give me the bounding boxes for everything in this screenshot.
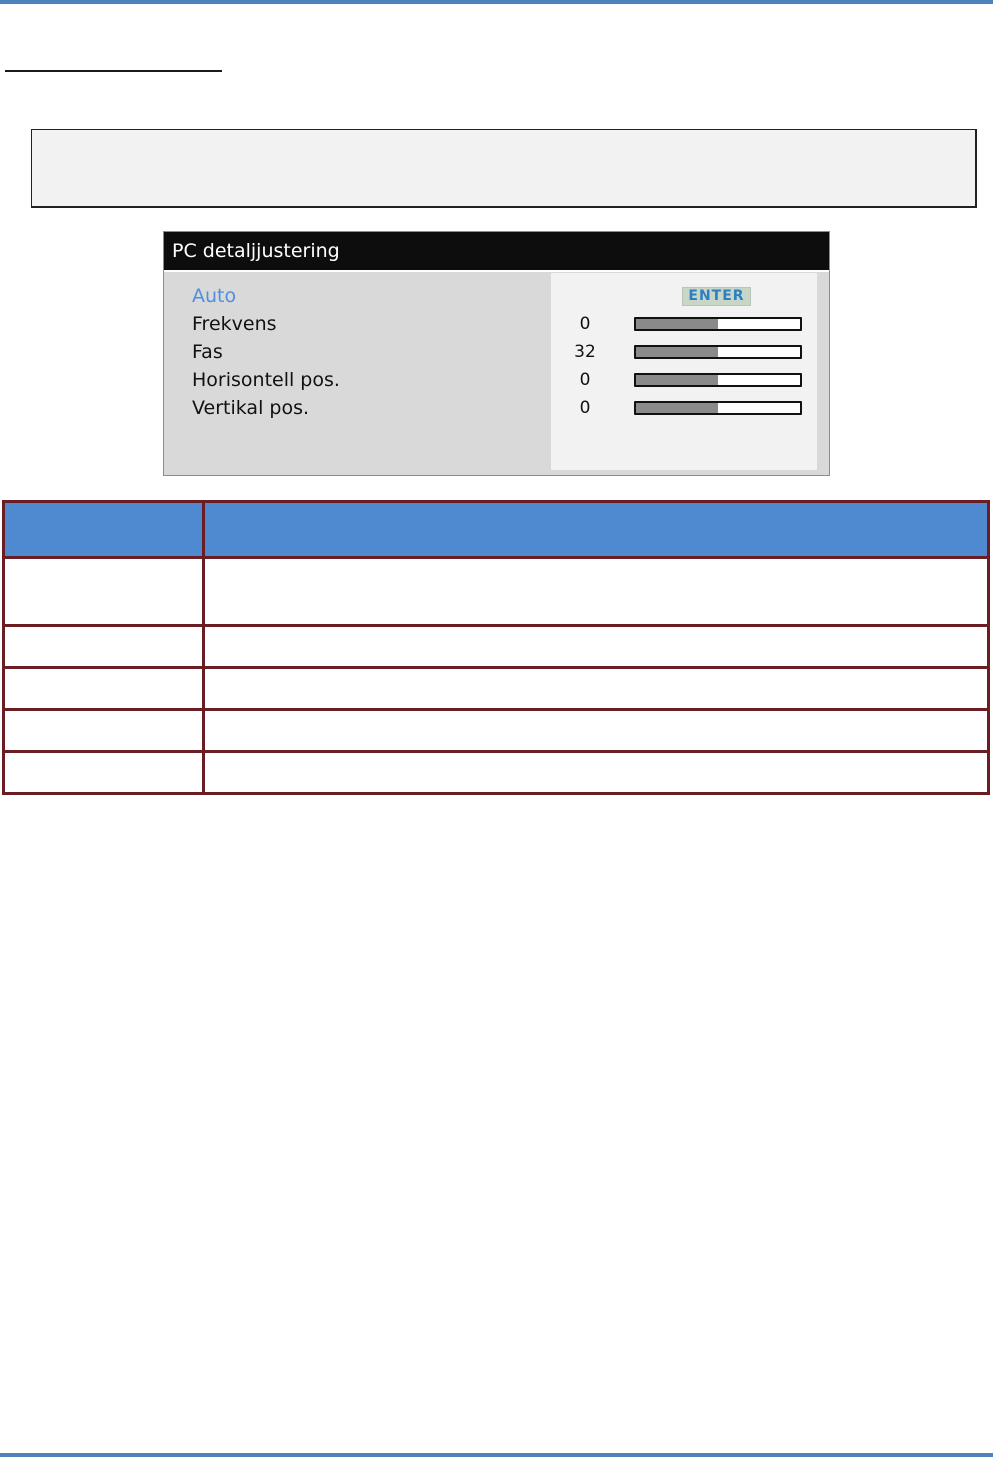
enter-button[interactable]: ENTER: [682, 287, 751, 306]
table-cell: [204, 667, 989, 709]
description-table: [2, 500, 990, 795]
fas-slider-fill: [636, 347, 718, 357]
table-header-row: [4, 502, 989, 558]
frekvens-slider-fill: [636, 319, 718, 329]
top-rule: [0, 0, 993, 4]
osd-header-divider: [164, 270, 829, 272]
table-row: [4, 557, 989, 625]
table-header-cell: [204, 502, 989, 558]
frekvens-value: 0: [579, 314, 591, 334]
note-box: [31, 129, 977, 208]
table-cell: [4, 557, 204, 625]
bottom-rule: [0, 1453, 993, 1457]
table-cell: [204, 709, 989, 751]
table-cell: [4, 709, 204, 751]
table-header-cell: [4, 502, 204, 558]
osd-menu-panel: [163, 231, 830, 476]
vertikal-pos-value: 0: [579, 398, 591, 418]
vertikal-pos-slider[interactable]: [634, 401, 802, 415]
table-cell: [204, 625, 989, 667]
section-heading-underline: [5, 70, 222, 72]
osd-menu-title: PC detaljjustering: [164, 232, 829, 270]
osd-item-fas[interactable]: Fas: [192, 341, 223, 363]
horisontell-pos-slider-fill: [636, 375, 718, 385]
table-row: [4, 709, 989, 751]
table-cell: [4, 625, 204, 667]
horisontell-pos-slider[interactable]: [634, 373, 802, 387]
table-cell: [204, 557, 989, 625]
table-row: [4, 625, 989, 667]
osd-item-vertikal-pos[interactable]: Vertikal pos.: [192, 397, 310, 419]
horisontell-pos-value: 0: [579, 370, 591, 390]
table-cell: [4, 751, 204, 793]
fas-slider[interactable]: [634, 345, 802, 359]
osd-item-horisontell-pos[interactable]: Horisontell pos.: [192, 369, 340, 391]
table-row: [4, 751, 989, 793]
osd-item-auto[interactable]: Auto: [192, 285, 237, 307]
table-cell: [4, 667, 204, 709]
osd-item-frekvens[interactable]: Frekvens: [192, 313, 277, 335]
fas-value: 32: [574, 342, 596, 362]
vertikal-pos-slider-fill: [636, 403, 718, 413]
table-row: [4, 667, 989, 709]
table-cell: [204, 751, 989, 793]
frekvens-slider[interactable]: [634, 317, 802, 331]
